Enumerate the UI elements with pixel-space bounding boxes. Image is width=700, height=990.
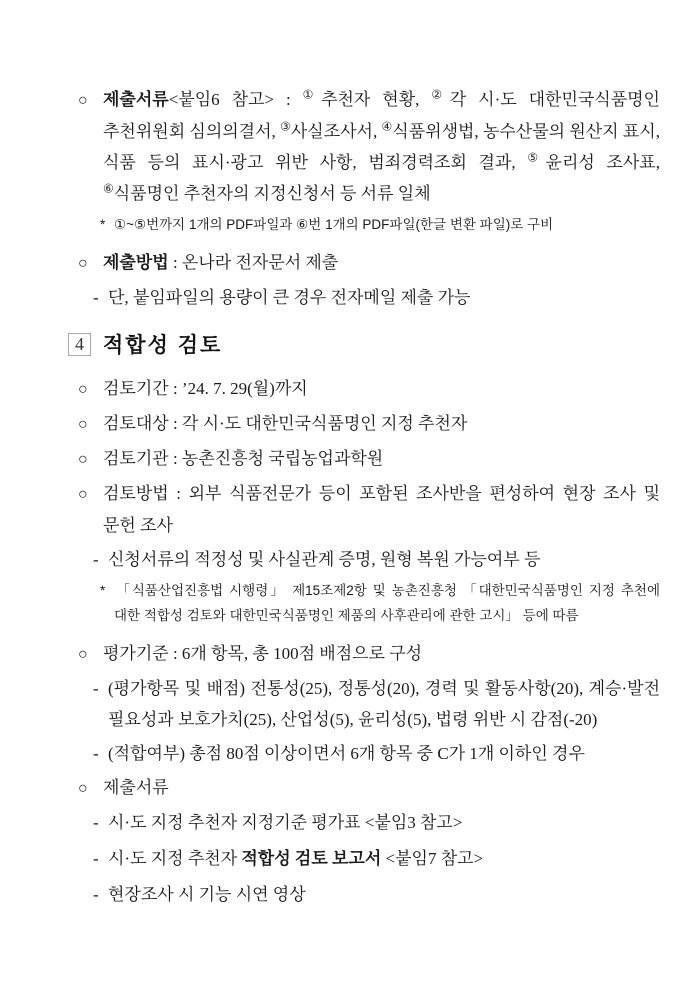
doc-item-5: 윤리성 조사표, [545, 153, 660, 172]
review-target-item [78, 408, 660, 440]
circle-bullet: ○ [78, 646, 88, 663]
review-target-text: 검토대상 : 각 시·도 대한민국식품명인 지정 추천자 [103, 414, 468, 433]
required-docs-subitem-2 [78, 843, 660, 874]
asterisk-marker: * [100, 217, 106, 232]
required-docs-subitem-1 [78, 807, 660, 838]
required-docs-label: 제출서류 [103, 778, 169, 797]
section-number-box: 4 [68, 333, 91, 356]
submission-method-subitem [78, 282, 660, 313]
submission-method-item [78, 247, 660, 279]
legal-basis-note-text: 「식품산업진흥법 시행령」 제15조제2항 및 농촌진흥청 「대한민국식품명인 지정 추천에 대한 적합성 검토와 대한민국식품명인 제품의 사후관리에 관한 고시」 등에 따름 [114, 583, 660, 623]
criteria-scoring-subitem [78, 673, 660, 735]
dash-bullet: - [93, 744, 99, 763]
circle-bullet: ○ [78, 780, 88, 797]
review-agency-text: 검토기관 : 농촌진흥청 국립농업과학원 [103, 449, 384, 468]
submission-docs-label: 제출서류 [103, 90, 169, 109]
dash-bullet: - [93, 679, 99, 698]
doc-item-4: 식품위생법, 농수산물의 원산지 표시, 식품 등의 표시·광고 위반 사항, 범죄경력조회 결과, [103, 122, 660, 172]
circle-bullet: ○ [78, 92, 88, 109]
submission-method-text: : 온나라 전자문서 제출 [168, 253, 339, 272]
section-heading [68, 329, 660, 359]
dash-bullet: - [93, 288, 99, 307]
circle-bullet: ○ [78, 416, 88, 433]
required-docs-item [78, 772, 660, 804]
review-method-item [78, 478, 660, 541]
legal-basis-note [78, 578, 660, 628]
submission-docs-ref: <붙임6 참고> : [168, 90, 303, 109]
submission-method-label: 제출방법 [103, 253, 169, 272]
doc-item-6: 식품명인 추천자의 지정신청서 등 서류 일체 [113, 184, 431, 203]
submission-method-subtext: 단, 붙임파일의 용량이 큰 경우 전자메일 제출 가능 [108, 288, 471, 307]
circled-number-4: ④ [381, 119, 393, 134]
pdf-file-note [78, 212, 660, 237]
criteria-item [78, 638, 660, 670]
submission-docs-item [78, 84, 660, 209]
report-text-post: <붙임7 참고> [381, 849, 484, 868]
circle-bullet: ○ [78, 451, 88, 468]
criteria-pass-text: (적합여부) 총점 80점 이상이면서 6개 항목 중 C가 1개 이하인 경우 [108, 744, 585, 763]
review-method-text: 검토방법 : 외부 식품전문가 등이 포함된 조사반을 편성하여 현장 조사 및 문헌 조사 [103, 484, 660, 535]
demo-video-text: 현장조사 시 기능 시연 영상 [108, 885, 306, 904]
criteria-pass-subitem [78, 738, 660, 769]
report-text-bold: 적합성 검토 보고서 [241, 849, 382, 868]
doc-item-2: 각 시·도 대한민국식품명인 추천위원회 심의의결서, [103, 90, 660, 141]
circled-number-6: ⑥ [103, 181, 114, 196]
dash-bullet: - [93, 550, 99, 569]
asterisk-marker: * [100, 583, 106, 598]
circle-bullet: ○ [78, 486, 88, 503]
circled-number-3: ③ [280, 119, 291, 134]
review-method-subitem [78, 544, 660, 575]
pdf-file-note-text: ①~⑤번까지 1개의 PDF파일과 ⑥번 1개의 PDF파일(한글 변환 파일)로 구비 [114, 217, 554, 232]
review-period-text: 검토기간 : ’24. 7. 29(월)까지 [103, 379, 308, 398]
review-period-item [78, 373, 660, 405]
dash-bullet: - [93, 885, 99, 904]
review-method-subtext: 신청서류의 적정성 및 사실관계 증명, 원형 복원 가능여부 등 [108, 550, 541, 569]
circled-number-2: ② [431, 87, 450, 102]
circled-number-1: ① [302, 87, 322, 102]
criteria-text: 평가기준 : 6개 항목, 총 100점 배점으로 구성 [103, 644, 423, 663]
doc-item-1: 추천자 현황, [321, 90, 432, 109]
report-text-pre: 시·도 지정 추천자 [108, 849, 242, 868]
doc-item-3: 사실조사서, [290, 122, 382, 141]
review-agency-item [78, 443, 660, 475]
dash-bullet: - [93, 813, 99, 832]
section-title: 적합성 검토 [103, 334, 223, 357]
circled-number-5: ⑤ [527, 150, 546, 165]
circle-bullet: ○ [78, 255, 88, 272]
required-docs-subitem-3 [78, 879, 660, 910]
circle-bullet: ○ [78, 381, 88, 398]
dash-bullet: - [93, 849, 99, 868]
evaluation-form-text: 시·도 지정 추천자 지정기준 평가표 <붙임3 참고> [108, 813, 463, 832]
criteria-scoring-text: (평가항목 및 배점) 전통성(25), 정통성(20), 경력 및 활동사항(20), 계승·발전 필요성과 보호가치(25), 산업성(5), 윤리성(5), 법령 위반 시 감점(-20) [108, 679, 660, 729]
